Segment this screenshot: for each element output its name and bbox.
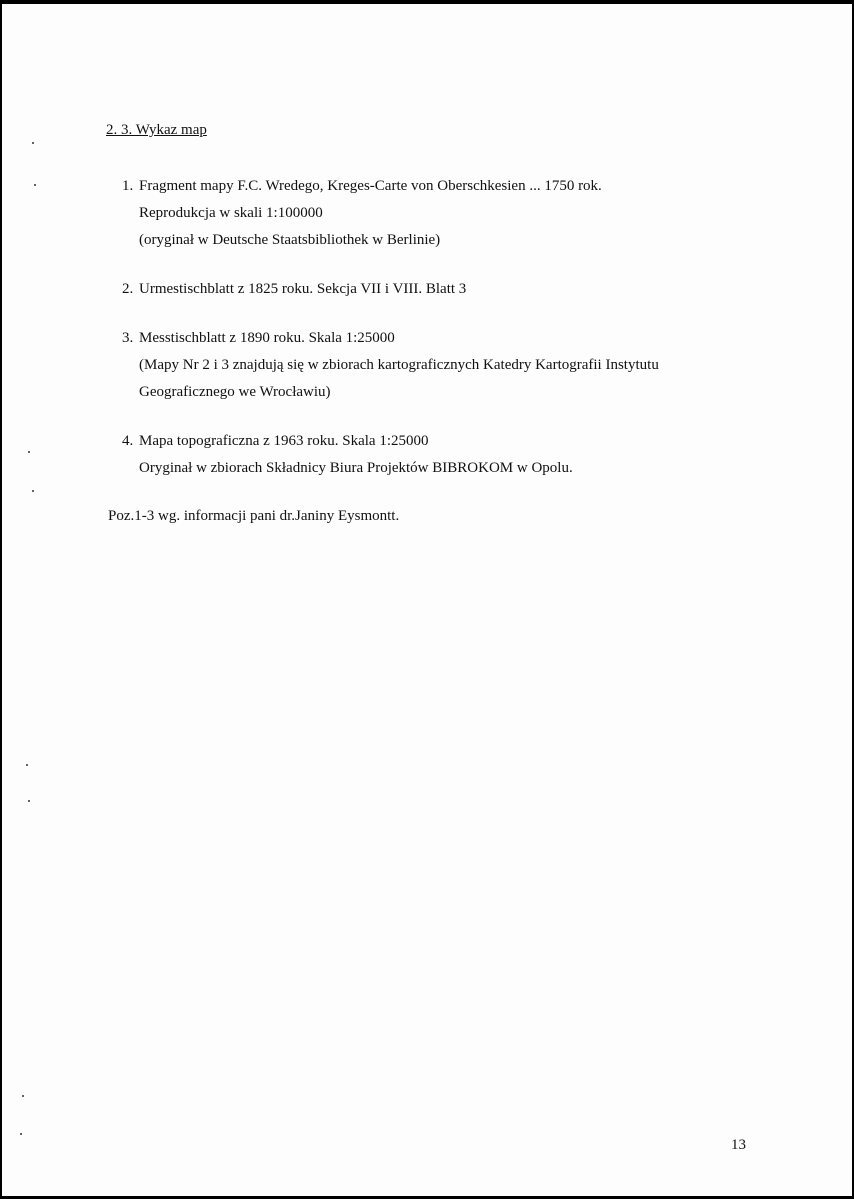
item-title: Messtischblatt z 1890 roku. Skala 1:25000 xyxy=(139,330,395,346)
list-item xyxy=(122,173,782,254)
item-line: (oryginał w Deutsche Staatsbibliothek w Berlinie) xyxy=(139,232,441,248)
item-title: Mapa topograficzna z 1963 roku. Skala 1:25000 xyxy=(139,433,429,449)
scan-speck xyxy=(20,1133,22,1135)
scan-speck xyxy=(32,490,34,492)
scan-speck xyxy=(28,800,30,802)
list-item xyxy=(122,276,782,303)
item-number: 3. xyxy=(122,330,134,346)
item-line: (Mapy Nr 2 i 3 znajdują się w zbiorach kartograficznych Katedry Kartografii Instytutu xyxy=(139,357,659,373)
page-number: 13 xyxy=(731,1137,746,1153)
section-heading: 2. 3. Wykaz map xyxy=(106,122,207,138)
list-item xyxy=(122,428,782,482)
item-number: 4. xyxy=(122,433,134,449)
item-number: 1. xyxy=(122,178,134,194)
footnote: Poz.1-3 wg. informacji pani dr.Janiny Eysmontt. xyxy=(108,508,400,524)
scan-speck xyxy=(22,1095,24,1097)
map-list xyxy=(122,173,782,504)
scan-speck xyxy=(26,764,28,766)
item-title: Fragment mapy F.C. Wredego, Kreges-Carte von Oberschkesien ... 1750 rok. xyxy=(139,178,602,194)
item-line: Reprodukcja w skali 1:100000 xyxy=(139,205,323,221)
document-page xyxy=(2,4,852,1196)
scan-speck xyxy=(34,184,36,186)
item-number: 2. xyxy=(122,281,134,297)
list-item xyxy=(122,325,782,406)
scan-speck xyxy=(28,451,30,453)
scan-speck xyxy=(32,142,34,144)
item-line: Oryginał w zbiorach Składnicy Biura Projektów BIBROKOM w Opolu. xyxy=(139,460,573,476)
item-line: Geograficznego we Wrocławiu) xyxy=(139,384,331,400)
item-title: Urmestischblatt z 1825 roku. Sekcja VII i VIII. Blatt 3 xyxy=(139,281,467,297)
